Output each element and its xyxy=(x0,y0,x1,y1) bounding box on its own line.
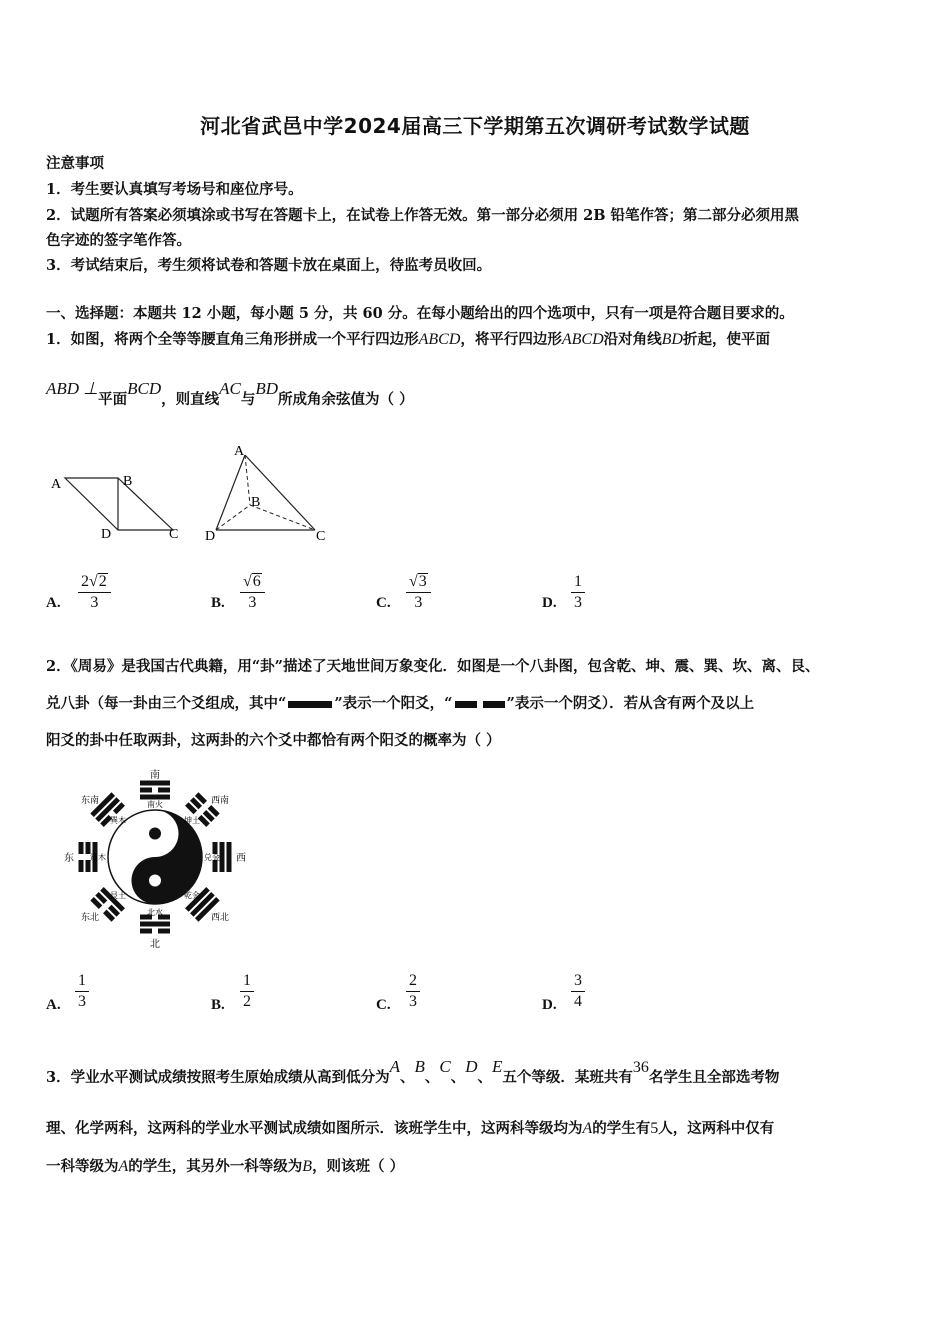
q2-line1: 2．《周易》是我国古代典籍，用“卦”描述了天地世间万象变化．如图是一个八卦图，包含乾、坤、震、巽、坎、离、艮、 xyxy=(46,658,820,675)
q3-b: B xyxy=(302,1158,313,1175)
q1-text-and: 与 xyxy=(240,391,256,408)
q3-grade-b: B xyxy=(414,1057,425,1076)
q1-text-a: 1．如图，将两个全等等腰直角三角形拼成一个平行四边形 xyxy=(46,331,419,348)
notice-item-1: 1．考生要认真填写考场号和座位序号。 xyxy=(46,181,303,198)
q3-a-2: A xyxy=(118,1158,129,1175)
q1-option-a-denominator: 3 xyxy=(90,594,99,611)
bagua-inner-east: 震木 xyxy=(90,853,106,862)
q1-option-c-fraction[interactable] xyxy=(406,572,431,613)
fig2-label-a: A xyxy=(234,444,245,459)
q1-option-c-numerator: √3 xyxy=(409,573,427,590)
fig1-label-a: A xyxy=(51,477,62,492)
bagua-diagram xyxy=(60,765,250,950)
q2-option-d-letter[interactable]: D. xyxy=(542,997,557,1013)
q3-num-36: 36 xyxy=(632,1059,649,1076)
taiji-dot-light xyxy=(149,875,161,887)
q1-option-b-letter[interactable]: B. xyxy=(211,595,225,611)
folded-tetrahedron-figure xyxy=(205,444,325,544)
notice-item-2: 2．试题所有答案必须填涂或书写在答题卡上，在试卷上作答无效。第一部分必须用 2B 铅笔作答；第二部分必须用黑 xyxy=(46,207,800,224)
q1-figures xyxy=(45,440,345,550)
q3-line3 xyxy=(46,1155,404,1176)
bagua-inner-west: 兑金 xyxy=(204,853,220,862)
q1-abcd-1: ABCD xyxy=(418,331,461,348)
q3-text-e: 的学生有 xyxy=(592,1120,651,1137)
q1-option-c-denominator: 3 xyxy=(414,594,423,611)
q1-line1 xyxy=(46,328,770,349)
bagua-dir-northeast: 东北 xyxy=(80,912,100,922)
q1-option-a-numerator: 2√2 xyxy=(81,573,107,590)
bagua-dir-southwest: 西南 xyxy=(210,795,230,805)
q3-text-a: 3．学业水平测试成绩按照考生原始成绩从高到低分为 xyxy=(46,1069,390,1086)
q2-option-d-numerator: 3 xyxy=(574,972,582,989)
q2-text-a: 兑八卦（每一卦由三个爻组成，其中“ xyxy=(46,695,287,712)
q3-grade-a: A xyxy=(389,1057,400,1076)
q3-text-d: 理、化学两科，这两科的学业水平测试成绩如图所示．该班学生中，这两科等级均为 xyxy=(46,1120,583,1137)
fig2-label-b: B xyxy=(251,495,261,510)
q1-option-d-fraction[interactable] xyxy=(571,572,585,613)
trigram-south xyxy=(140,781,170,800)
q1-bcd: BCD xyxy=(127,379,162,398)
q2-option-c-fraction[interactable] xyxy=(406,971,420,1012)
q3-text-c: 名学生且全部选考物 xyxy=(648,1069,780,1086)
q1-option-d-numerator: 1 xyxy=(574,573,582,590)
q3-text-g: 一科等级为 xyxy=(46,1158,119,1175)
fig1-label-c: C xyxy=(169,527,179,542)
q1-option-d-denominator: 3 xyxy=(574,594,582,611)
q1-option-c-letter[interactable]: C. xyxy=(376,595,391,611)
q1-bd-2: BD xyxy=(255,379,279,398)
q3-grade-e: E xyxy=(492,1057,503,1076)
q2-option-c-letter[interactable]: C. xyxy=(376,997,391,1013)
q1-option-a-letter[interactable]: A. xyxy=(46,595,61,611)
q1-option-d-letter[interactable]: D. xyxy=(542,595,557,611)
q2-option-c-numerator: 2 xyxy=(409,972,417,989)
bagua-dir-west: 西 xyxy=(236,853,246,864)
q1-text-c: 沿对角线 xyxy=(603,331,662,348)
bagua-dir-northwest: 西北 xyxy=(210,912,230,922)
notice-item-3: 3．考试结束后，考生须将试卷和答题卡放在桌面上，待监考员收回。 xyxy=(46,257,492,274)
bagua-inner-northeast: 艮土 xyxy=(110,891,126,900)
fig2-label-c: C xyxy=(316,529,326,544)
q2-option-b-denominator: 2 xyxy=(243,993,251,1010)
q1-bd-1: BD xyxy=(661,331,683,348)
q2-text-b: ”表示一个阳爻，“ xyxy=(334,695,453,712)
q3-grade-d: D xyxy=(465,1057,478,1076)
q1-text-d: 折起，使平面 xyxy=(682,331,770,348)
q1-ac: AC xyxy=(219,379,241,398)
q2-option-b-letter[interactable]: B. xyxy=(211,997,225,1013)
notice-heading: 注意事项 xyxy=(46,155,104,172)
q2-option-a-fraction[interactable] xyxy=(75,971,89,1012)
yang-line-icon xyxy=(288,701,332,708)
bagua-inner-north: 北水 xyxy=(147,908,163,917)
bagua-dir-east: 东 xyxy=(64,853,74,864)
bagua-inner-northwest: 乾金 xyxy=(184,891,200,900)
section-heading: 一、选择题：本题共 12 小题，每小题 5 分，共 60 分。在每小题给出的四个选项中，只有一项是符合题目要求的。 xyxy=(46,305,794,322)
q3-line2 xyxy=(46,1117,774,1138)
q3-a-1: A xyxy=(582,1120,593,1137)
q1-line2 xyxy=(46,379,414,409)
q1-option-b-denominator: 3 xyxy=(248,594,257,611)
q1-text-ask: 所成角余弦值为（ ） xyxy=(278,391,414,408)
q1-option-a-fraction[interactable] xyxy=(78,572,111,613)
q2-option-b-fraction[interactable] xyxy=(240,971,254,1012)
bagua-dir-south: 南 xyxy=(150,770,160,781)
page-title: 河北省武邑中学2024届高三下学期第五次调研考试数学试题 xyxy=(200,114,750,138)
q3-text-b: 五个等级．某班共有 xyxy=(502,1069,633,1086)
notice-item-2-cont: 色字迹的签字笔作答。 xyxy=(46,232,191,249)
q2-option-a-denominator: 3 xyxy=(78,993,86,1010)
q3-text-i: ，则该班（ ） xyxy=(312,1158,405,1175)
q1-option-b-fraction[interactable] xyxy=(240,572,265,613)
q3-line1: 3．学业水平测试成绩按照考生原始成绩从高到低分为A、B、C、D、E五个等级．某班共有36名学生且全部选考物 xyxy=(46,1057,780,1086)
q2-option-a-letter[interactable]: A. xyxy=(46,997,61,1013)
q2-text-c: ”表示一个阴爻）．若从含有两个及以上 xyxy=(506,695,755,712)
q2-line3: 阳爻的卦中任取两卦，这两卦的六个爻中都恰有两个阳爻的概率为（ ） xyxy=(46,732,501,749)
bagua-dir-north: 北 xyxy=(150,939,160,950)
q2-option-d-fraction[interactable] xyxy=(571,971,585,1012)
q3-num-5: 5 xyxy=(650,1120,659,1137)
bagua-inner-south: 南火 xyxy=(147,800,163,809)
q2-option-d-denominator: 4 xyxy=(574,993,582,1010)
parallelogram-figure xyxy=(51,474,178,542)
bagua-inner-southwest: 坤土 xyxy=(184,816,200,825)
trigram-north xyxy=(140,915,170,934)
q3-text-h: 的学生，其另外一科等级为 xyxy=(128,1158,303,1175)
q1-text-line: ，则直线 xyxy=(161,391,220,408)
q3-text-f: 人，这两科中仅有 xyxy=(658,1120,775,1137)
q2-option-c-denominator: 3 xyxy=(409,993,417,1010)
q2-line2 xyxy=(46,692,754,713)
q1-text-plane: 平面 xyxy=(98,391,128,408)
q1-abcd-2: ABCD xyxy=(561,331,604,348)
bagua-dir-southeast: 东南 xyxy=(80,795,100,805)
fig1-label-b: B xyxy=(123,474,133,489)
yin-line-icon xyxy=(455,701,505,708)
q3-grade-c: C xyxy=(439,1057,451,1076)
fig1-label-d: D xyxy=(101,527,112,542)
q1-abd-perp: ABD ⊥ xyxy=(46,379,99,398)
q1-text-b: ，将平行四边形 xyxy=(460,331,562,348)
q1-option-b-numerator: √6 xyxy=(243,573,261,590)
taiji-dot-dark xyxy=(149,828,161,840)
q2-option-b-numerator: 1 xyxy=(243,972,251,989)
q2-option-a-numerator: 1 xyxy=(78,972,86,989)
fig2-label-d: D xyxy=(205,529,216,544)
bagua-inner-southeast: 巽木 xyxy=(110,816,126,825)
